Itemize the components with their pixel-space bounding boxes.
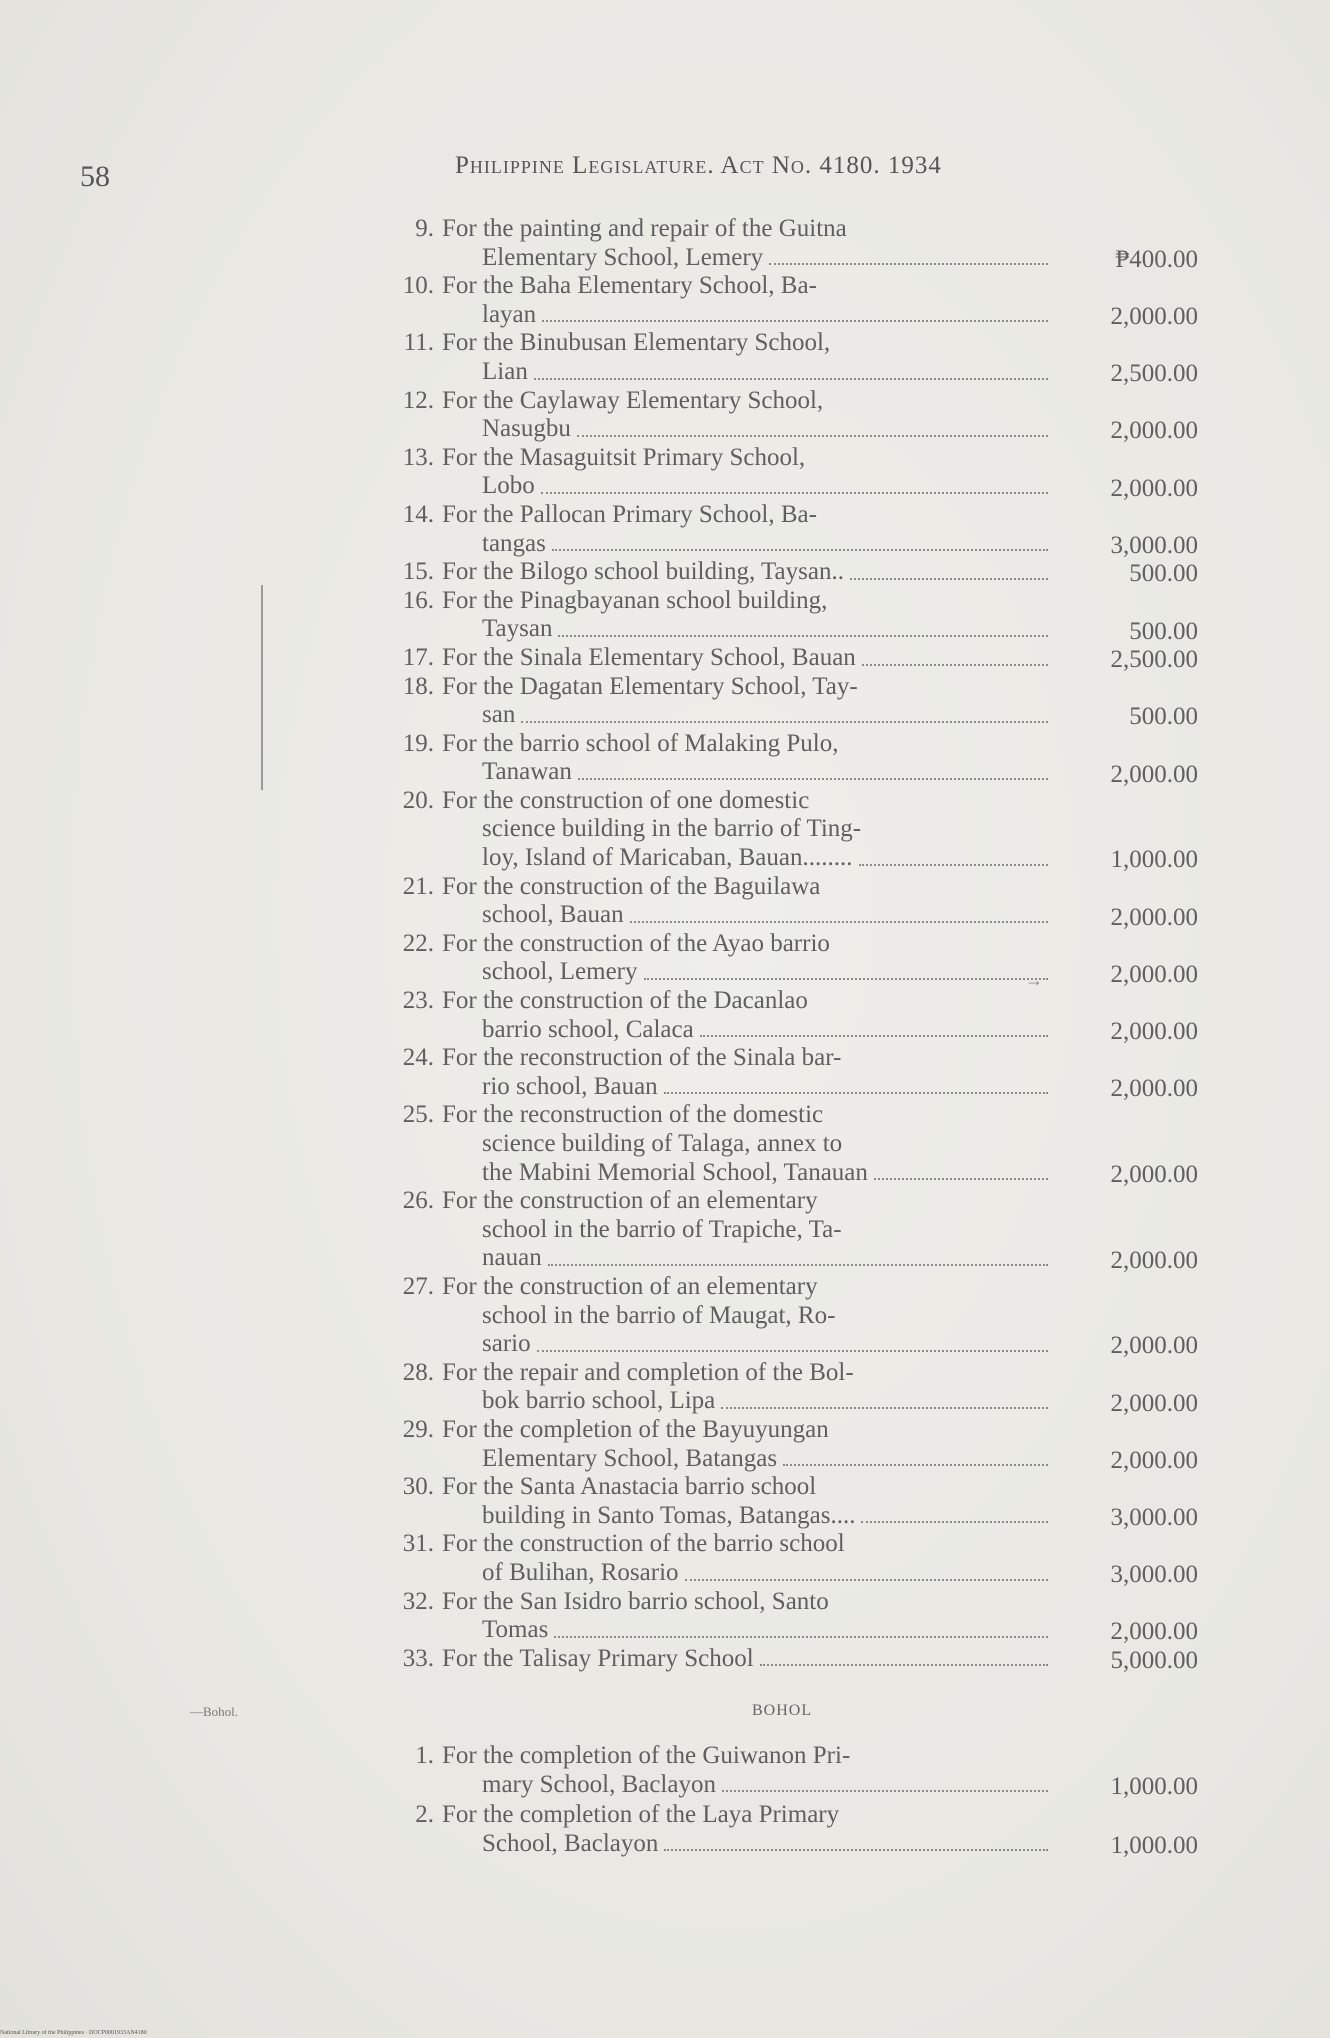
dot-leader [542, 301, 1048, 323]
item-description-line [442, 1244, 1052, 1273]
item-description-text: For the Sinala Elementary School, Bauan [442, 643, 856, 671]
item-description-text: For the reconstruction of the Sinala bar- [442, 1044, 842, 1072]
item-description-text: of Bulihan, Rosario [482, 1558, 679, 1586]
item-description-text: For the completion of the Bayuyungan [442, 1415, 829, 1443]
dot-leader [541, 472, 1048, 494]
item-description-text: For the Bilogo school building, Taysan.. [442, 558, 844, 586]
item-description-line [442, 673, 1052, 702]
dot-leader [521, 701, 1048, 723]
item-description-text: For the completion of the Laya Primary [442, 1801, 840, 1829]
item-number: 1. [415, 1742, 434, 1769]
list-item [378, 1416, 1198, 1473]
dot-leader [859, 844, 1049, 866]
batangas-appropriation-list [378, 215, 1198, 1673]
item-number: 22. [402, 929, 434, 957]
item-description-text: For the repair and completion of the Bol- [442, 1358, 854, 1386]
dot-leader [783, 1445, 1048, 1467]
item-amount: 500.00 [1129, 560, 1198, 588]
item-description-line [442, 1416, 1052, 1445]
item-description-text: For the reconstruction of the domestic [442, 1101, 824, 1129]
item-amount: 2,000.00 [1110, 417, 1198, 445]
item-amount: 5,000.00 [1110, 1646, 1198, 1674]
item-number: 31. [402, 1530, 434, 1558]
item-number: 29. [402, 1415, 434, 1443]
item-description-line [442, 358, 1052, 387]
list-item [378, 1530, 1198, 1587]
item-description-text: barrio school, Calaca [482, 1015, 694, 1043]
item-description-line [442, 787, 1052, 816]
item-description-line [442, 1044, 1052, 1073]
item-description [442, 1187, 1052, 1273]
item-description [442, 930, 1052, 987]
dot-leader [722, 1771, 1048, 1793]
item-amount: 2,000.00 [1110, 1446, 1198, 1474]
list-item [378, 1187, 1198, 1273]
dot-leader [578, 758, 1048, 780]
item-amount: 2,000.00 [1110, 960, 1198, 988]
item-description-line [442, 1742, 1052, 1771]
item-description-line [442, 415, 1052, 444]
item-description-line [442, 558, 1052, 587]
item-description [442, 1588, 1052, 1645]
item-amount: 2,000.00 [1110, 1389, 1198, 1417]
item-description-line [442, 987, 1052, 1016]
item-description-text: For the Dagatan Elementary School, Tay- [442, 672, 858, 700]
item-description [442, 215, 1052, 272]
dot-leader [664, 1073, 1048, 1095]
item-description-text: Lobo [482, 472, 535, 500]
page-number: 58 [80, 160, 110, 193]
dot-leader [554, 1616, 1048, 1638]
item-description-line [442, 1801, 1052, 1830]
list-item [378, 558, 1198, 587]
item-description-line [442, 387, 1052, 416]
item-number: 27. [402, 1272, 434, 1300]
item-description-text: Lian [482, 357, 528, 385]
item-number: 33. [402, 1644, 434, 1672]
item-description-line [442, 1359, 1052, 1388]
dot-leader [537, 1330, 1048, 1352]
list-item [378, 215, 1198, 272]
item-description [442, 673, 1052, 730]
item-amount: 2,000.00 [1110, 303, 1198, 331]
item-description-text: Elementary School, Batangas [482, 1444, 778, 1472]
dot-leader [861, 1502, 1048, 1524]
item-description-line [442, 444, 1052, 473]
item-description-line [442, 730, 1052, 759]
item-description-line [442, 901, 1052, 930]
item-description [442, 730, 1052, 787]
item-amount: 2,500.00 [1110, 360, 1198, 388]
list-item [378, 787, 1198, 873]
item-description-text: Nasugbu [482, 415, 571, 443]
item-description [442, 1742, 1052, 1799]
dot-leader [630, 901, 1048, 923]
dot-leader [850, 558, 1048, 580]
item-description [442, 644, 1052, 673]
item-description [442, 387, 1052, 444]
list-item [378, 444, 1198, 501]
item-description-line [442, 1830, 1052, 1859]
section-heading-bohol: BOHOL [752, 1702, 813, 1719]
item-description-line [442, 844, 1052, 873]
item-description-text: sario [482, 1330, 531, 1358]
item-description-text: mary School, Baclayon [482, 1770, 716, 1798]
list-item [378, 644, 1198, 673]
item-description-line [442, 1016, 1052, 1045]
item-description-line [442, 1073, 1052, 1102]
running-head-text: Philippine Legislature. Act No. 4180. 1934 [455, 152, 942, 179]
item-description-text: For the barrio school of Malaking Pulo, [442, 729, 839, 757]
side-note-bohol: —Bohol. [190, 1704, 239, 1719]
item-description [442, 329, 1052, 386]
item-description [442, 1416, 1052, 1473]
item-description-line [442, 272, 1052, 301]
list-item [378, 930, 1198, 987]
item-description [442, 1645, 1052, 1674]
item-number: 26. [402, 1187, 434, 1215]
item-number: 12. [402, 386, 434, 414]
item-description-line [442, 1387, 1052, 1416]
list-item [378, 501, 1198, 558]
dot-leader [721, 1387, 1048, 1409]
item-number: 18. [402, 672, 434, 700]
item-amount: 500.00 [1129, 617, 1198, 645]
item-description-text: For the completion of the Guiwanon Pri- [442, 1742, 851, 1769]
list-item [378, 587, 1198, 644]
item-number: 28. [402, 1358, 434, 1386]
item-description-line [442, 1588, 1052, 1617]
item-description-text: nauan [482, 1244, 542, 1272]
item-description-line [442, 1645, 1052, 1674]
dot-leader [558, 615, 1048, 637]
item-description-line [442, 1302, 1052, 1331]
list-item [378, 272, 1198, 329]
item-description-text: For the Baha Elementary School, Ba- [442, 272, 817, 300]
item-number: 30. [402, 1473, 434, 1501]
item-description-line [442, 701, 1052, 730]
item-description-text: rio school, Bauan [482, 1072, 658, 1100]
item-description-text: Tanawan [482, 758, 572, 786]
list-item [378, 329, 1198, 386]
bohol-appropriation-list [378, 1742, 1198, 1860]
item-amount: 2,000.00 [1110, 1075, 1198, 1103]
item-description-line [442, 958, 1052, 987]
item-description [442, 1359, 1052, 1416]
dot-leader [577, 415, 1048, 437]
item-description-line [442, 215, 1052, 244]
item-description-text: school in the barrio of Trapiche, Ta- [482, 1215, 842, 1243]
item-number: 32. [402, 1587, 434, 1615]
item-number: 17. [402, 643, 434, 671]
list-item [378, 873, 1198, 930]
item-description [442, 444, 1052, 501]
item-description-text: Elementary School, Lemery [482, 243, 764, 271]
list-item [378, 987, 1198, 1044]
list-item [378, 1101, 1198, 1187]
item-number: 25. [402, 1101, 434, 1129]
item-description [442, 1273, 1052, 1359]
list-item [378, 673, 1198, 730]
item-description-line [442, 1771, 1052, 1800]
list-item [378, 1801, 1198, 1858]
item-description [442, 587, 1052, 644]
item-description-line [442, 244, 1052, 273]
item-number: 10. [402, 272, 434, 300]
item-description-text: For the construction of an elementary [442, 1187, 818, 1215]
item-description-text: For the Pinagbayanan school building, [442, 586, 828, 614]
item-amount: 500.00 [1129, 703, 1198, 731]
dot-leader [644, 958, 1048, 980]
item-number: 19. [402, 729, 434, 757]
item-number: 16. [402, 586, 434, 614]
item-amount: 2,000.00 [1110, 1160, 1198, 1188]
margin-rule [261, 585, 263, 790]
item-amount: 1,000.00 [1110, 846, 1198, 874]
item-amount: 2,000.00 [1110, 903, 1198, 931]
item-amount: ₱400.00 [1115, 245, 1198, 273]
item-description-text: science building in the barrio of Ting- [482, 815, 862, 843]
item-description-line [442, 1530, 1052, 1559]
item-description [442, 987, 1052, 1044]
item-description-text: For the Caylaway Elementary School, [442, 386, 824, 414]
item-amount: 3,000.00 [1110, 531, 1198, 559]
item-description-line [442, 1101, 1052, 1130]
item-description-line [442, 1473, 1052, 1502]
item-description [442, 272, 1052, 329]
item-description-text: School, Baclayon [482, 1829, 659, 1857]
item-description-line [442, 815, 1052, 844]
list-item [378, 1359, 1198, 1416]
item-description-text: bok barrio school, Lipa [482, 1387, 716, 1415]
item-description-text: science building of Talaga, annex to [482, 1130, 843, 1157]
item-description [442, 1801, 1052, 1858]
item-description-line [442, 873, 1052, 902]
item-description-text: For the construction of the Baguilawa [442, 872, 821, 900]
list-item [378, 387, 1198, 444]
item-description-text: For the San Isidro barrio school, Santo [442, 1587, 829, 1615]
item-number: 9. [415, 215, 434, 242]
item-description-text: the Mabini Memorial School, Tanauan [482, 1158, 868, 1186]
item-amount: 1,000.00 [1110, 1832, 1198, 1860]
item-amount: 2,000.00 [1110, 1332, 1198, 1360]
item-description-text: For the construction of the Dacanlao [442, 987, 808, 1015]
item-description-line [442, 1502, 1052, 1531]
item-description-line [442, 501, 1052, 530]
item-description [442, 501, 1052, 558]
dot-leader [552, 530, 1048, 552]
item-number: 11. [403, 329, 434, 357]
item-description-text: For the construction of an elementary [442, 1272, 818, 1300]
item-description-line [442, 301, 1052, 330]
dot-leader [862, 644, 1048, 666]
item-description-line [442, 329, 1052, 358]
item-description [442, 1530, 1052, 1587]
dot-leader [760, 1645, 1048, 1667]
item-number: 23. [402, 987, 434, 1015]
item-number: 24. [402, 1044, 434, 1072]
item-description-text: school, Lemery [482, 958, 638, 986]
item-description-text: tangas [482, 529, 546, 557]
running-head [455, 152, 942, 180]
item-description-line [442, 1330, 1052, 1359]
item-description-line [442, 587, 1052, 616]
item-description-text: Tomas [482, 1616, 549, 1644]
item-amount: 2,000.00 [1110, 1618, 1198, 1646]
item-description-text: Taysan [482, 615, 553, 643]
dot-leader [685, 1559, 1048, 1581]
list-item [378, 1473, 1198, 1530]
item-description-text: For the construction of the barrio school [442, 1530, 845, 1558]
dot-leader [548, 1244, 1048, 1266]
item-amount: 2,000.00 [1110, 1246, 1198, 1274]
item-number: 14. [402, 500, 434, 528]
item-description [442, 1473, 1052, 1530]
list-item [378, 1645, 1198, 1674]
list-item [378, 1742, 1198, 1799]
item-description-line [442, 758, 1052, 787]
item-number: 2. [415, 1801, 434, 1829]
item-amount: 2,000.00 [1110, 760, 1198, 788]
item-description-text: san [482, 701, 516, 729]
dot-leader [534, 358, 1048, 380]
item-description-text: For the Santa Anastacia barrio school [442, 1473, 817, 1501]
item-description-line [442, 1273, 1052, 1302]
item-description-text: For the Binubusan Elementary School, [442, 329, 831, 357]
list-item [378, 1044, 1198, 1101]
item-description-line [442, 615, 1052, 644]
item-amount: 3,000.00 [1110, 1504, 1198, 1532]
footer-credit: National Library of the Philippines · DOCP0001933AN4180 [0, 2030, 147, 2036]
item-description [442, 787, 1052, 873]
item-description-text: loy, Island of Maricaban, Bauan........ [482, 844, 853, 872]
item-description-text: layan [482, 300, 537, 328]
item-amount: 1,000.00 [1110, 1772, 1198, 1800]
item-description [442, 1101, 1052, 1187]
dot-leader [700, 1016, 1048, 1038]
item-description [442, 558, 1052, 587]
item-description-line [442, 644, 1052, 673]
item-description [442, 1044, 1052, 1101]
margin-arrow-icon: → [1025, 970, 1043, 990]
dot-leader [874, 1159, 1048, 1181]
list-item [378, 730, 1198, 787]
list-item [378, 1273, 1198, 1359]
list-item [378, 1588, 1198, 1645]
item-amount: 2,000.00 [1110, 474, 1198, 502]
item-amount: 2,000.00 [1110, 1017, 1198, 1045]
item-description-line [442, 1445, 1052, 1474]
item-description-line [442, 930, 1052, 959]
item-description-line [442, 1187, 1052, 1216]
item-description [442, 873, 1052, 930]
item-number: 20. [402, 786, 434, 814]
item-description-line [442, 472, 1052, 501]
dot-leader [664, 1830, 1048, 1852]
item-description-text: For the construction of one domestic [442, 786, 810, 814]
item-description-line [442, 530, 1052, 559]
item-amount: 3,000.00 [1110, 1561, 1198, 1589]
item-description-line [442, 1216, 1052, 1245]
item-description-line [442, 1559, 1052, 1588]
item-description-text: building in Santo Tomas, Batangas.... [482, 1501, 856, 1529]
item-description-text: For the painting and repair of the Guitna [442, 215, 847, 242]
item-description-line [442, 1159, 1052, 1188]
item-number: 21. [402, 872, 434, 900]
item-description-text: school in the barrio of Maugat, Ro- [482, 1301, 836, 1329]
item-description-text: For the construction of the Ayao barrio [442, 929, 830, 957]
item-number: 15. [402, 558, 434, 586]
item-amount: 2,500.00 [1110, 646, 1198, 674]
item-description-text: For the Pallocan Primary School, Ba- [442, 500, 817, 528]
item-description-text: For the Masaguitsit Primary School, [442, 443, 806, 471]
item-description-text: school, Bauan [482, 901, 624, 929]
item-number: 13. [402, 443, 434, 471]
item-description-text: For the Talisay Primary School [442, 1644, 754, 1672]
item-description-line [442, 1130, 1052, 1159]
item-description-line [442, 1616, 1052, 1645]
dot-leader [769, 244, 1048, 266]
